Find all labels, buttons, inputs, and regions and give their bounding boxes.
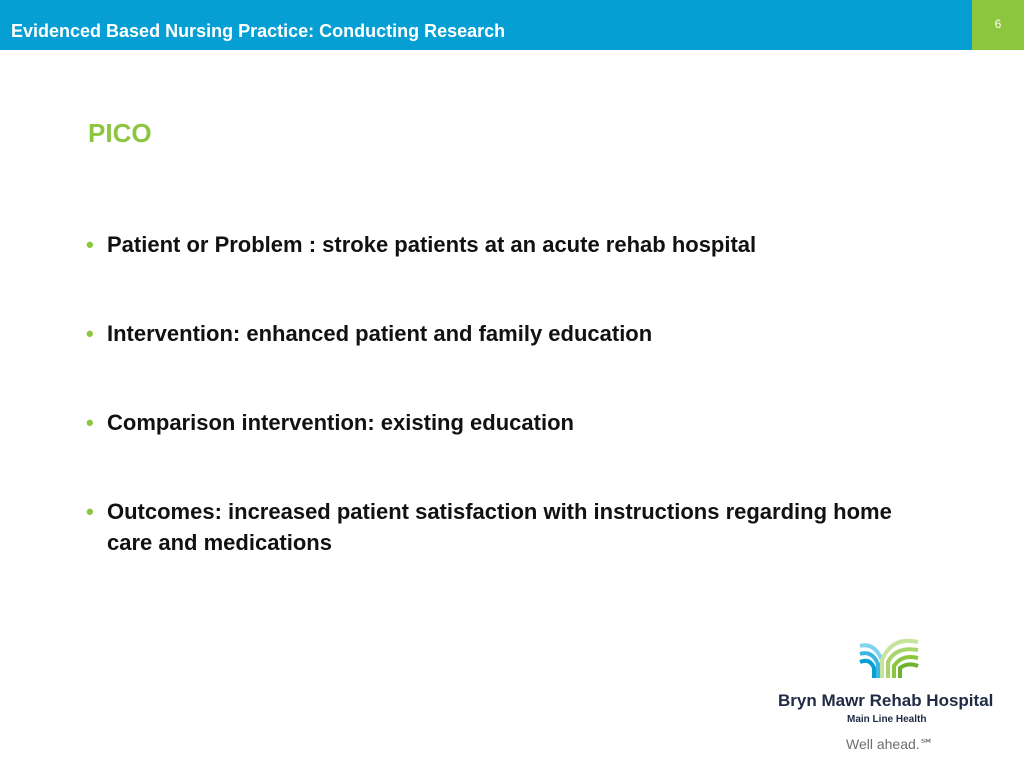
- bullet-item-outcomes: [86, 496, 906, 558]
- hospital-logo: [770, 630, 1010, 760]
- bullet-list: [86, 229, 906, 616]
- slide-title: PICO: [88, 118, 152, 148]
- bullet-text: Patient or Problem : stroke patients at an acute rehab hospital: [107, 232, 757, 257]
- arched-bridge-logo-icon: [852, 636, 924, 690]
- bullet-icon: •: [86, 410, 94, 435]
- bullet-text: Outcomes: increased patient satisfaction with instructions regarding home care and medications: [107, 499, 892, 555]
- bullet-text: Intervention: enhanced patient and family education: [107, 321, 653, 346]
- bullet-text: Comparison intervention: existing education: [107, 410, 574, 435]
- bullet-item-patient: [86, 229, 906, 260]
- bullet-icon: •: [86, 232, 94, 257]
- bullet-icon: •: [86, 499, 94, 524]
- header-title: Evidenced Based Nursing Practice: Conducting Research: [11, 21, 506, 41]
- page-number: 6: [994, 17, 1002, 31]
- header-bar: [0, 0, 972, 50]
- logo-tagline: Well ahead.℠: [846, 736, 934, 752]
- logo-subtitle: Main Line Health: [847, 714, 927, 725]
- page-number-box: [972, 0, 1024, 50]
- bullet-icon: •: [86, 321, 94, 346]
- bullet-item-intervention: [86, 318, 906, 349]
- bullet-item-comparison: [86, 407, 906, 438]
- logo-name: Bryn Mawr Rehab Hospital: [778, 691, 994, 710]
